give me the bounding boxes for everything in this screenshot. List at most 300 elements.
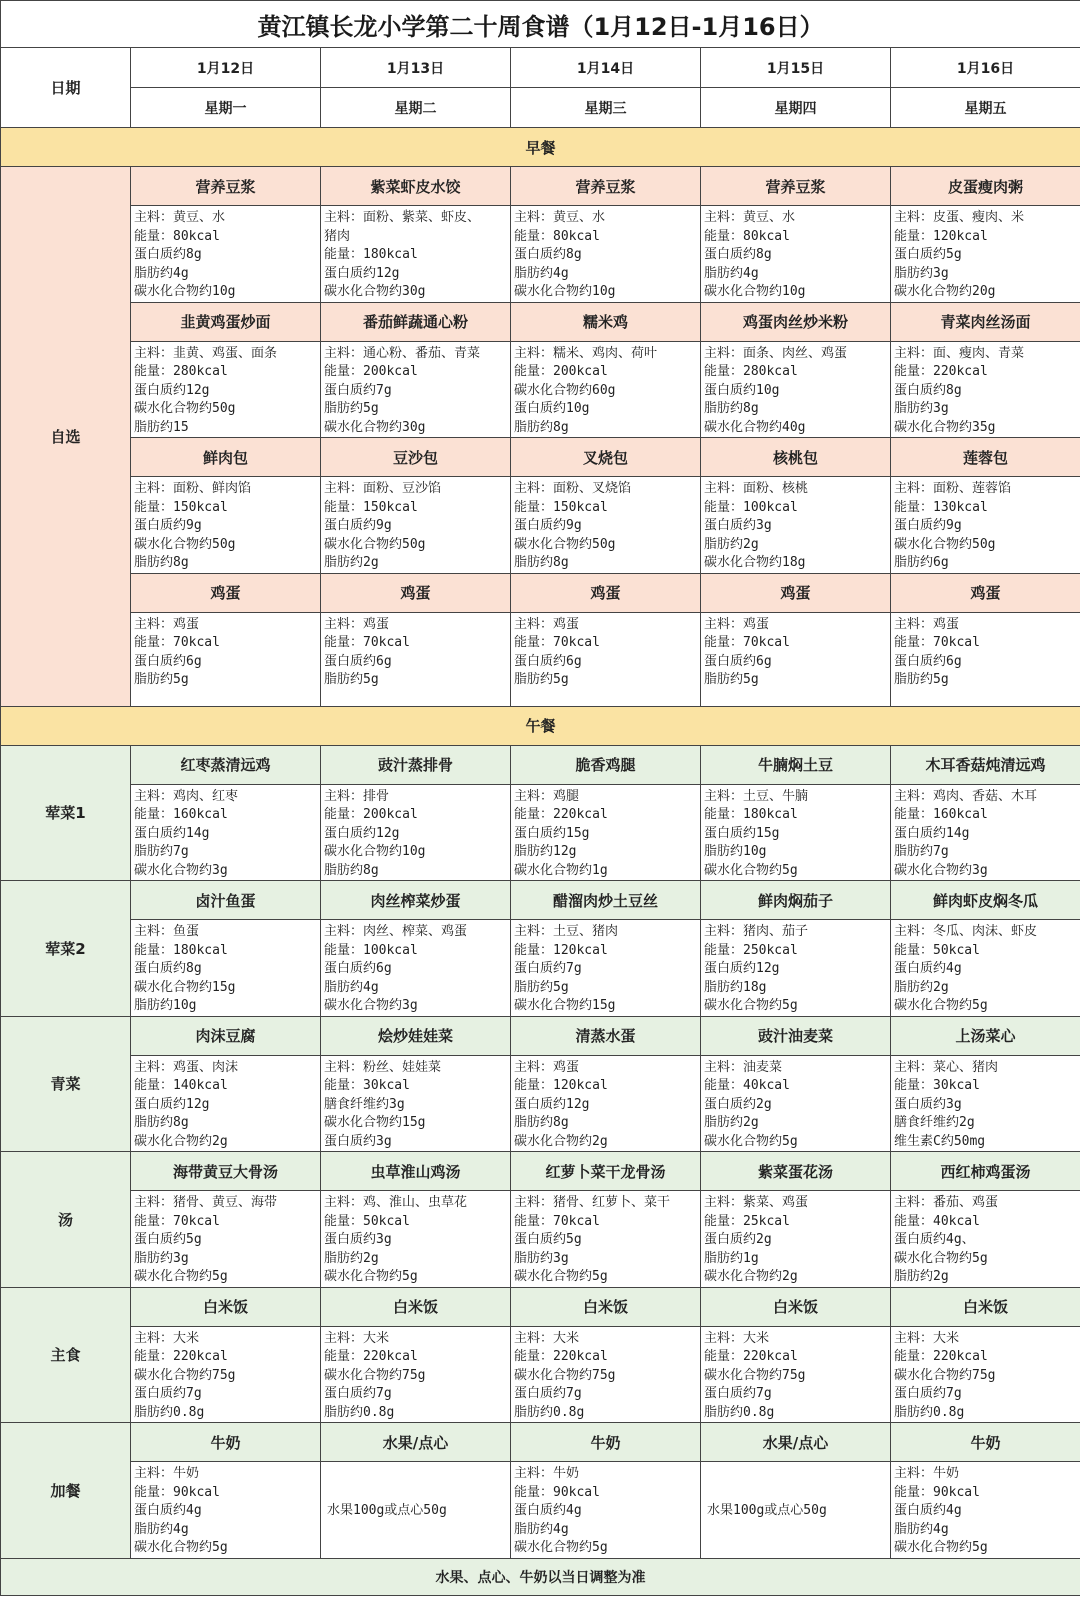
date-5: 1月16日 xyxy=(891,48,1080,88)
dish-name: 红萝卜菜干龙骨汤 xyxy=(511,1152,701,1191)
nutrition-line: 蛋白质约15g xyxy=(514,825,590,841)
nutrition-line: 主料：猪骨、红萝卜、菜干 xyxy=(514,1195,671,1210)
dish-name: 番茄鲜蔬通心粉 xyxy=(321,302,511,341)
nutrition-line: 脂肪约3g xyxy=(134,1250,189,1266)
dish-detail xyxy=(321,1055,511,1152)
dish-name: 皮蛋瘦肉粥 xyxy=(891,167,1080,206)
nutrition-line: 蛋白质约12g xyxy=(514,1096,590,1112)
nutrition-line: 蛋白质约8g xyxy=(514,247,582,262)
dish-detail xyxy=(701,920,891,1017)
nutrition-line: 碳水化合物约35g xyxy=(894,419,996,435)
nutrition-line: 主料：牛奶 xyxy=(514,1466,580,1481)
dish-name: 白米饭 xyxy=(701,1287,891,1326)
nutrition-line: 脂肪约3g xyxy=(894,265,949,281)
dish-detail xyxy=(511,341,701,438)
nutrition-line: 主料：猪骨、黄豆、海带 xyxy=(134,1195,278,1210)
nutrition-line: 蛋白质约7g xyxy=(514,961,582,976)
nutrition-line: 碳水化合物约10g xyxy=(324,844,426,859)
nutrition-line: 蛋白质约6g xyxy=(704,653,772,669)
nutrition-line: 膳食纤维约3g xyxy=(324,1096,405,1112)
nutrition-line: 主料：鸡蛋 xyxy=(514,616,580,632)
dish-name-row xyxy=(1,302,1080,341)
dish-detail-row xyxy=(1,920,1080,1017)
weekday-3: 星期三 xyxy=(511,88,701,128)
nutrition-line: 主料：猪肉、茄子 xyxy=(704,924,809,939)
nutrition-line: 碳水化合物约75g xyxy=(894,1367,996,1383)
nutrition-line: 主料：鸡蛋 xyxy=(894,616,960,632)
nutrition-line: 脂肪约18g xyxy=(704,979,767,995)
title-row xyxy=(1,1,1080,48)
dish-name-row xyxy=(1,573,1080,612)
nutrition-line: 主料：鸡蛋、肉沫 xyxy=(134,1059,239,1075)
nutrition-line: 主料：牛奶 xyxy=(894,1466,960,1481)
nutrition-line: 能量：200kcal xyxy=(324,807,418,822)
nutrition-line: 碳水化合物约75g xyxy=(134,1367,236,1383)
nutrition-line: 主料：鸡蛋 xyxy=(704,616,770,632)
group-label: 汤 xyxy=(1,1152,131,1288)
dish-detail xyxy=(321,612,511,706)
nutrition-line: 碳水化合物约3g xyxy=(324,998,418,1013)
nutrition-line: 能量：120kcal xyxy=(514,942,608,958)
dish-name: 鸡蛋 xyxy=(511,573,701,612)
dish-name: 白米饭 xyxy=(321,1287,511,1326)
nutrition-line: 能量：70kcal xyxy=(704,635,790,650)
nutrition-line: 蛋白质约6g xyxy=(324,961,392,976)
nutrition-line: 蛋白质约9g xyxy=(324,518,392,533)
dish-name: 牛奶 xyxy=(131,1423,321,1462)
nutrition-line: 能量：130kcal xyxy=(894,499,988,515)
nutrition-line: 主料：鸡蛋 xyxy=(514,1059,580,1075)
dish-detail-row xyxy=(1,1326,1080,1423)
nutrition-line: 能量：150kcal xyxy=(134,499,228,515)
group-label: 荤菜1 xyxy=(1,745,131,881)
nutrition-line: 脂肪约4g xyxy=(134,265,189,281)
nutrition-line: 能量：150kcal xyxy=(514,499,608,515)
dish-detail xyxy=(701,1326,891,1423)
nutrition-line: 脂肪约5g xyxy=(894,672,949,687)
nutrition-line: 主料：鸡肉、红枣 xyxy=(134,788,239,804)
nutrition-line: 蛋白质约10g xyxy=(514,401,590,416)
dish-name: 醋溜肉炒土豆丝 xyxy=(511,881,701,920)
nutrition-line: 蛋白质约15g xyxy=(704,825,780,841)
dish-name-row xyxy=(1,1016,1080,1055)
nutrition-line: 蛋白质约9g xyxy=(514,518,582,533)
dish-name: 卤汁鱼蛋 xyxy=(131,881,321,920)
nutrition-line: 能量：40kcal xyxy=(704,1078,790,1093)
dish-detail xyxy=(891,1462,1080,1559)
nutrition-line: 碳水化合物约5g xyxy=(134,1269,228,1284)
dish-detail xyxy=(511,1191,701,1288)
dish-detail xyxy=(321,1462,511,1559)
nutrition-line: 脂肪约5g xyxy=(324,672,379,687)
nutrition-line: 主料：黄豆、水 xyxy=(704,210,796,225)
dish-detail xyxy=(701,341,891,438)
nutrition-line: 碳水化合物约3g xyxy=(134,862,228,878)
dish-detail xyxy=(511,206,701,303)
nutrition-line: 脂肪约10g xyxy=(134,998,197,1013)
nutrition-line: 能量：80kcal xyxy=(134,228,220,244)
nutrition-line: 蛋白质约7g xyxy=(894,1386,962,1401)
nutrition-line: 蛋白质约14g xyxy=(894,825,970,841)
nutrition-line: 脂肪约0.8g xyxy=(704,1404,775,1420)
nutrition-line: 碳水化合物约5g xyxy=(894,1250,988,1266)
nutrition-line: 碳水化合物约1g xyxy=(514,862,608,878)
dish-name: 牛腩焖土豆 xyxy=(701,745,891,784)
nutrition-line: 主料：糯米、鸡肉、荷叶 xyxy=(514,345,658,361)
dish-detail xyxy=(131,1055,321,1152)
dish-detail xyxy=(131,1462,321,1559)
dish-detail xyxy=(511,1326,701,1423)
nutrition-line: 脂肪约2g xyxy=(704,1115,759,1130)
nutrition-line: 蛋白质约10g xyxy=(704,382,780,398)
dish-detail xyxy=(321,341,511,438)
dish-name: 肉沫豆腐 xyxy=(131,1016,321,1055)
nutrition-line: 主料：面粉、核桃 xyxy=(704,481,809,496)
nutrition-line: 碳水化合物约75g xyxy=(514,1367,616,1383)
nutrition-line: 能量：120kcal xyxy=(894,228,988,244)
dish-detail xyxy=(891,1326,1080,1423)
nutrition-line: 蛋白质约7g xyxy=(704,1386,772,1401)
breakfast-row xyxy=(1,128,1080,167)
nutrition-line: 蛋白质约7g xyxy=(514,1386,582,1401)
group-label: 主食 xyxy=(1,1287,131,1423)
nutrition-line: 能量：80kcal xyxy=(704,228,790,244)
date-4: 1月15日 xyxy=(701,48,891,88)
nutrition-line: 蛋白质约2g xyxy=(704,1232,772,1247)
nutrition-line: 碳水化合物约50g xyxy=(324,536,426,552)
nutrition-line: 蛋白质约5g xyxy=(894,247,962,262)
nutrition-line: 能量：30kcal xyxy=(324,1078,410,1093)
nutrition-line: 脂肪约0.8g xyxy=(514,1404,585,1420)
dish-name: 木耳香菇炖清远鸡 xyxy=(891,745,1080,784)
nutrition-line: 脂肪约5g xyxy=(704,672,759,687)
nutrition-line: 蛋白质约2g xyxy=(704,1096,772,1112)
nutrition-line: 脂肪约2g xyxy=(704,536,759,552)
nutrition-line: 碳水化合物约75g xyxy=(324,1367,426,1383)
nutrition-line: 碳水化合物约10g xyxy=(514,284,616,299)
nutrition-line: 主料：大米 xyxy=(134,1330,200,1346)
nutrition-line: 脂肪约8g xyxy=(514,419,569,435)
nutrition-line: 蛋白质约12g xyxy=(134,382,210,398)
dish-detail xyxy=(701,206,891,303)
nutrition-line: 蛋白质约4g xyxy=(514,1503,582,1518)
nutrition-line: 碳水化合物约5g xyxy=(894,998,988,1013)
dish-name: 营养豆浆 xyxy=(131,167,321,206)
dish-detail xyxy=(131,341,321,438)
dish-detail xyxy=(511,1462,701,1559)
date-2: 1月13日 xyxy=(321,48,511,88)
dish-name: 水果/点心 xyxy=(321,1423,511,1462)
nutrition-line: 碳水化合物约5g xyxy=(514,1269,608,1284)
nutrition-line: 碳水化合物约5g xyxy=(324,1269,418,1284)
nutrition-line: 碳水化合物约50g xyxy=(134,536,236,552)
dish-name: 西红柿鸡蛋汤 xyxy=(891,1152,1080,1191)
nutrition-line: 碳水化合物约5g xyxy=(704,1133,798,1149)
dish-detail xyxy=(891,477,1080,574)
dish-detail xyxy=(891,206,1080,303)
dish-detail xyxy=(701,1055,891,1152)
nutrition-line: 碳水化合物约5g xyxy=(134,1540,228,1555)
dish-detail xyxy=(891,341,1080,438)
nutrition-line: 主料：鱼蛋 xyxy=(134,924,200,939)
nutrition-line: 能量：90kcal xyxy=(514,1484,600,1500)
page-title: 黄江镇长龙小学第二十周食谱（1月12日-1月16日） xyxy=(1,1,1080,48)
dish-detail xyxy=(891,1055,1080,1152)
nutrition-line: 碳水化合物约2g xyxy=(134,1133,228,1149)
dish-detail xyxy=(131,206,321,303)
dish-detail xyxy=(511,920,701,1017)
nutrition-line: 膳食纤维约2g xyxy=(894,1115,975,1130)
dish-detail xyxy=(891,612,1080,706)
dish-name: 营养豆浆 xyxy=(701,167,891,206)
nutrition-line: 蛋白质约8g xyxy=(704,247,772,262)
nutrition-line: 能量：50kcal xyxy=(894,942,980,958)
weekday-4: 星期四 xyxy=(701,88,891,128)
nutrition-line: 主料：黄豆、水 xyxy=(134,210,226,225)
nutrition-line: 碳水化合物约50g xyxy=(514,536,616,552)
nutrition-line: 脂肪约5g xyxy=(514,979,569,995)
nutrition-line: 主料：通心粉、番茄、青菜 xyxy=(324,345,481,361)
nutrition-line: 脂肪约4g xyxy=(514,1521,569,1537)
nutrition-line: 碳水化合物约2g xyxy=(704,1269,798,1284)
nutrition-line: 蛋白质约4g xyxy=(894,1503,962,1518)
nutrition-line: 能量：50kcal xyxy=(324,1213,410,1229)
nutrition-line: 蛋白质约5g xyxy=(514,1232,582,1247)
nutrition-line: 碳水化合物约5g xyxy=(894,1540,988,1555)
dish-name: 韭黄鸡蛋炒面 xyxy=(131,302,321,341)
nutrition-line: 主料：面条、肉丝、鸡蛋 xyxy=(704,345,848,361)
nutrition-line: 蛋白质约6g xyxy=(514,653,582,669)
nutrition-line: 能量：25kcal xyxy=(704,1213,790,1229)
nutrition-line: 碳水化合物约15g xyxy=(324,1115,426,1130)
dish-name: 营养豆浆 xyxy=(511,167,701,206)
nutrition-line: 主料：番茄、鸡蛋 xyxy=(894,1195,999,1210)
dish-name: 海带黄豆大骨汤 xyxy=(131,1152,321,1191)
dish-detail-row xyxy=(1,341,1080,438)
dish-name: 白米饭 xyxy=(131,1287,321,1326)
dish-name: 清蒸水蛋 xyxy=(511,1016,701,1055)
nutrition-line: 能量：70kcal xyxy=(324,635,410,650)
nutrition-line: 主料：紫菜、鸡蛋 xyxy=(704,1195,809,1210)
nutrition-line: 脂肪约0.8g xyxy=(894,1404,965,1420)
nutrition-line: 脂肪约5g xyxy=(514,672,569,687)
nutrition-line: 脂肪约7g xyxy=(134,844,189,859)
dish-name: 莲蓉包 xyxy=(891,438,1080,477)
nutrition-line: 主料：肉丝、榨菜、鸡蛋 xyxy=(324,924,468,939)
nutrition-line: 能量：220kcal xyxy=(514,807,608,822)
nutrition-line: 蛋白质约4g、 xyxy=(894,1232,975,1247)
nutrition-line: 蛋白质约4g xyxy=(134,1503,202,1518)
nutrition-line: 蛋白质约9g xyxy=(134,518,202,533)
dish-name: 糯米鸡 xyxy=(511,302,701,341)
dish-name: 肉丝榨菜炒蛋 xyxy=(321,881,511,920)
dish-name: 核桃包 xyxy=(701,438,891,477)
nutrition-line: 碳水化合物约15g xyxy=(134,979,236,995)
nutrition-line: 碳水化合物约5g xyxy=(704,862,798,878)
nutrition-line: 蛋白质约6g xyxy=(894,653,962,669)
nutrition-line: 能量：90kcal xyxy=(134,1484,220,1500)
nutrition-line: 主料：面粉、莲蓉馅 xyxy=(894,481,1012,496)
dish-detail xyxy=(321,920,511,1017)
nutrition-line: 碳水化合物约2g xyxy=(514,1133,608,1149)
nutrition-line: 主料：面、瘦肉、青菜 xyxy=(894,345,1025,361)
lunch-row xyxy=(1,706,1080,745)
nutrition-line: 蛋白质约7g xyxy=(134,1386,202,1401)
dish-name-row xyxy=(1,438,1080,477)
nutrition-line: 蛋白质约9g xyxy=(894,518,962,533)
nutrition-line: 脂肪约3g xyxy=(894,401,949,416)
nutrition-line: 能量：280kcal xyxy=(134,364,228,379)
nutrition-line: 主料：排骨 xyxy=(324,788,390,804)
nutrition-line: 能量：200kcal xyxy=(514,364,608,379)
nutrition-line: 能量：100kcal xyxy=(704,499,798,515)
dish-name: 鸡蛋 xyxy=(891,573,1080,612)
nutrition-line: 脂肪约12g xyxy=(514,844,577,859)
dish-name: 牛奶 xyxy=(891,1423,1080,1462)
nutrition-line: 主料：面粉、紫菜、虾皮、 xyxy=(324,210,481,225)
weekday-1: 星期一 xyxy=(131,88,321,128)
nutrition-line: 蛋白质约3g xyxy=(324,1133,392,1149)
footer-note: 水果、点心、牛奶以当日调整为准 xyxy=(1,1558,1080,1595)
nutrition-line: 能量：70kcal xyxy=(514,1213,600,1229)
nutrition-line: 脂肪约4g xyxy=(134,1521,189,1537)
dish-detail xyxy=(701,784,891,881)
dish-detail-row xyxy=(1,477,1080,574)
dish-name: 豉汁蒸排骨 xyxy=(321,745,511,784)
weekday-5: 星期五 xyxy=(891,88,1080,128)
dish-name: 红枣蒸清远鸡 xyxy=(131,745,321,784)
nutrition-line: 碳水化合物约50g xyxy=(134,401,236,416)
nutrition-line: 碳水化合物约50g xyxy=(894,536,996,552)
nutrition-line: 主料：土豆、猪肉 xyxy=(514,924,619,939)
dish-name: 豆沙包 xyxy=(321,438,511,477)
nutrition-line: 主料：皮蛋、瘦肉、米 xyxy=(894,210,1025,225)
nutrition-line: 能量：180kcal xyxy=(324,247,418,262)
nutrition-line: 脂肪约1g xyxy=(704,1250,759,1266)
nutrition-line: 蛋白质约3g xyxy=(324,1232,392,1247)
nutrition-line: 能量：160kcal xyxy=(894,807,988,822)
nutrition-line: 脂肪约2g xyxy=(894,979,949,995)
nutrition-line: 能量：250kcal xyxy=(704,942,798,958)
nutrition-line: 脂肪约15 xyxy=(134,419,189,435)
nutrition-line: 蛋白质约12g xyxy=(134,1096,210,1112)
nutrition-line: 脂肪约2g xyxy=(324,555,379,570)
nutrition-line: 碳水化合物约15g xyxy=(514,998,616,1013)
nutrition-line: 能量：280kcal xyxy=(704,364,798,379)
nutrition-line: 能量：120kcal xyxy=(514,1078,608,1093)
dish-name: 白米饭 xyxy=(891,1287,1080,1326)
nutrition-line: 主料：牛奶 xyxy=(134,1466,200,1481)
group-label: 荤菜2 xyxy=(1,881,131,1017)
nutrition-line: 主料：鸡肉、香菇、木耳 xyxy=(894,788,1038,804)
nutrition-line: 能量：40kcal xyxy=(894,1213,980,1229)
dish-name: 脆香鸡腿 xyxy=(511,745,701,784)
nutrition-line: 脂肪约8g xyxy=(324,862,379,878)
nutrition-line: 脂肪约2g xyxy=(894,1269,949,1284)
dish-name: 虫草淮山鸡汤 xyxy=(321,1152,511,1191)
nutrition-line: 蛋白质约8g xyxy=(134,247,202,262)
dish-detail-row xyxy=(1,1191,1080,1288)
nutrition-line: 主料：粉丝、娃娃菜 xyxy=(324,1059,442,1075)
dish-name: 烩炒娃娃菜 xyxy=(321,1016,511,1055)
dish-name: 鸡蛋 xyxy=(131,573,321,612)
date-3: 1月14日 xyxy=(511,48,701,88)
dish-name: 鲜肉包 xyxy=(131,438,321,477)
nutrition-line: 主料：大米 xyxy=(704,1330,770,1346)
nutrition-line: 水果100g或点心50g xyxy=(327,1503,447,1518)
dish-name: 紫菜虾皮水饺 xyxy=(321,167,511,206)
nutrition-line: 主料：面粉、鲜肉馅 xyxy=(134,481,252,496)
dish-name: 鸡蛋肉丝炒米粉 xyxy=(701,302,891,341)
nutrition-line: 脂肪约2g xyxy=(324,1250,379,1266)
dish-detail xyxy=(131,1191,321,1288)
nutrition-line: 主料：大米 xyxy=(324,1330,390,1346)
nutrition-line: 碳水化合物约75g xyxy=(704,1367,806,1383)
dish-detail xyxy=(701,477,891,574)
nutrition-line: 主料：黄豆、水 xyxy=(514,210,606,225)
dish-detail xyxy=(131,1326,321,1423)
nutrition-line: 脂肪约4g xyxy=(324,979,379,995)
nutrition-line: 碳水化合物约18g xyxy=(704,555,806,570)
nutrition-line: 能量：180kcal xyxy=(134,942,228,958)
menu-body xyxy=(1,1,1080,1596)
nutrition-line: 蛋白质约14g xyxy=(134,825,210,841)
dish-name: 鸡蛋 xyxy=(701,573,891,612)
nutrition-line: 能量：90kcal xyxy=(894,1484,980,1500)
dish-detail xyxy=(131,612,321,706)
nutrition-line: 主料：面粉、叉烧馅 xyxy=(514,481,632,496)
weekday-2: 星期二 xyxy=(321,88,511,128)
nutrition-line: 能量：70kcal xyxy=(134,1213,220,1229)
nutrition-line: 脂肪约8g xyxy=(134,1115,189,1130)
dish-name: 水果/点心 xyxy=(701,1423,891,1462)
nutrition-line: 主料：大米 xyxy=(894,1330,960,1346)
dish-detail-row xyxy=(1,612,1080,706)
nutrition-line: 脂肪约6g xyxy=(894,555,949,570)
group-label-ziyuan: 自选 xyxy=(1,167,131,707)
nutrition-line: 蛋白质约5g xyxy=(134,1232,202,1247)
date-label: 日期 xyxy=(1,48,131,128)
nutrition-line: 脂肪约4g xyxy=(514,265,569,281)
nutrition-line: 能量：80kcal xyxy=(514,228,600,244)
dish-detail xyxy=(321,1191,511,1288)
nutrition-line: 能量：70kcal xyxy=(514,635,600,650)
nutrition-line: 能量：160kcal xyxy=(134,807,228,822)
nutrition-line: 脂肪约3g xyxy=(514,1250,569,1266)
nutrition-line: 碳水化合物约30g xyxy=(324,419,426,435)
nutrition-line: 能量：150kcal xyxy=(324,499,418,515)
breakfast-header: 早餐 xyxy=(1,128,1080,167)
dish-detail xyxy=(511,1055,701,1152)
nutrition-line: 能量：200kcal xyxy=(324,364,418,379)
nutrition-line: 蛋白质约12g xyxy=(704,961,780,976)
dish-name: 鲜肉虾皮焖冬瓜 xyxy=(891,881,1080,920)
dish-detail xyxy=(891,1191,1080,1288)
dish-detail xyxy=(321,1326,511,1423)
nutrition-line: 碳水化合物约20g xyxy=(894,284,996,299)
nutrition-line: 脂肪约5g xyxy=(324,401,379,416)
nutrition-line: 能量：70kcal xyxy=(134,635,220,650)
dish-detail-row xyxy=(1,1462,1080,1559)
date-1: 1月12日 xyxy=(131,48,321,88)
nutrition-line: 主料：大米 xyxy=(514,1330,580,1346)
nutrition-line: 碳水化合物约30g xyxy=(324,284,426,299)
nutrition-line: 脂肪约0.8g xyxy=(324,1404,395,1420)
dish-name: 青菜肉丝汤面 xyxy=(891,302,1080,341)
nutrition-line: 水果100g或点心50g xyxy=(707,1503,827,1518)
nutrition-line: 脂肪约10g xyxy=(704,844,767,859)
dish-detail xyxy=(891,920,1080,1017)
